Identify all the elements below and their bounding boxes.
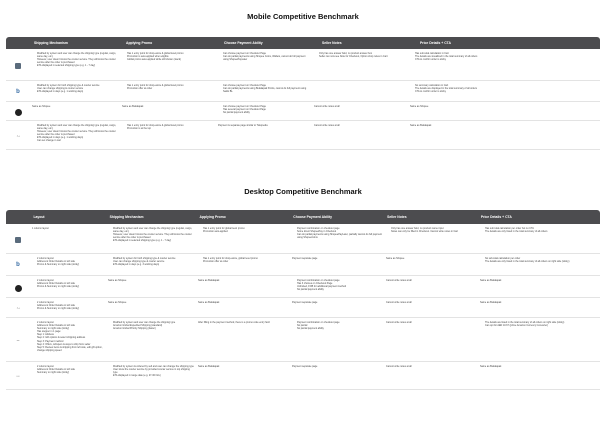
table-cell xyxy=(106,224,196,253)
table-cell xyxy=(290,298,384,317)
table-cell xyxy=(216,81,312,101)
cell-bullet-list xyxy=(410,52,502,61)
cell-text: Same as Shopee xyxy=(108,301,127,304)
table-cell xyxy=(216,102,312,120)
table-row xyxy=(6,318,600,362)
cell-bullet: • No partial payment ability xyxy=(297,327,382,330)
cell-bullet: • Can opt for AED 10.67 (prime Amazon Currency Converter) xyxy=(485,324,598,327)
cell-text: Cannot write notes at all xyxy=(314,105,340,108)
cell-bullet-list xyxy=(108,321,194,330)
table-cell xyxy=(30,298,106,317)
cell-bullet: • Can set change in cart xyxy=(37,139,118,142)
table-cell xyxy=(30,224,106,253)
cell-bullet-list xyxy=(122,52,214,61)
cell-bullet: • Can do partial payments using Shopee Coins, Wallets, cannot do full payment using ShopeePayLater xyxy=(223,55,310,61)
cell-bullet-list xyxy=(314,52,406,58)
cell-bullet: • Has 1 entry point for shop+store & global level promo xyxy=(127,52,214,55)
cell-bullet: • The details are only listed in the total summary of all orders xyxy=(485,230,598,233)
cell-bullet: • Promo & Summary on right side (sticky) xyxy=(37,285,104,288)
table-cell xyxy=(30,81,120,101)
table-cell xyxy=(384,276,478,297)
table-cell xyxy=(384,224,478,253)
table-cell xyxy=(120,49,216,80)
cell-bullet-list xyxy=(410,84,502,93)
table-cell xyxy=(30,121,120,149)
cell-bullet: • Step 3: Payment method xyxy=(37,340,104,343)
table-cell xyxy=(196,298,290,317)
cell-bullet: • Has several payment on Checkout Page xyxy=(223,108,310,111)
table-cell xyxy=(216,121,312,149)
cell-text: Same as Bukalapak xyxy=(198,301,220,304)
competitor-logo-cell xyxy=(6,362,30,389)
table-cell xyxy=(384,318,478,361)
b-logo: ƅ xyxy=(16,88,20,95)
cell-text: Same as Bukalapak xyxy=(480,301,502,304)
competitor-logo-cell xyxy=(6,276,30,297)
cell-bullet: • The details are listed in the total summary of all orders on right side (sticky) xyxy=(485,321,598,324)
text-logo: ••• xyxy=(16,374,20,379)
cell-bullet: • However, user doesn't know the courier service. They will know the courier service after the order is purchased xyxy=(37,130,118,136)
cell-bullet: • Payment combination on checkout page xyxy=(297,279,382,282)
dark-circle-logo xyxy=(15,285,22,292)
cell-bullet: • Summary on right side (sticky) xyxy=(37,371,104,374)
column-header: Seller Notes xyxy=(322,41,342,45)
cell-bullet: • However, user doesn't know the courier service. They will know the courier service after the order is purchased xyxy=(37,58,118,64)
competitor-logo-cell xyxy=(6,102,30,120)
cell-bullet-list xyxy=(386,227,476,233)
cell-bullet: • Address & Order Details on left side xyxy=(37,324,104,327)
table-cell xyxy=(408,49,504,80)
cell-bullet-list xyxy=(32,84,118,93)
cell-bullet-list xyxy=(108,257,194,266)
cell-text: Same as Shopee xyxy=(108,279,127,282)
cell-bullet: • User know the courier service by provided courier service in top shipping type xyxy=(113,368,194,374)
script-logo: ∿• xyxy=(16,133,20,138)
table-cell xyxy=(30,362,106,389)
cell-bullet: • 2 column layout xyxy=(37,301,104,304)
column-header: Price Details + CTA xyxy=(420,41,451,45)
table-row xyxy=(6,298,600,318)
cell-bullet: • Can choose payment on Checkout Page xyxy=(223,84,310,87)
table-cell xyxy=(478,298,600,317)
cell-text: Same as Bukalapak xyxy=(480,365,502,368)
cell-bullet-list xyxy=(122,124,214,130)
cell-bullet: • Promotion offer at order xyxy=(203,260,288,263)
cell-bullet: • Modified by system for both shipping type & courier service xyxy=(113,257,194,260)
mobile-benchmark-title: Mobile Competitive Benchmark xyxy=(247,12,359,21)
cell-bullet-list xyxy=(292,279,382,291)
cell-bullet: • Notes can only be filled in Checkout. Cannot write notes in Cart xyxy=(391,230,476,233)
cell-bullet: • User can change shipping & courier service xyxy=(37,87,118,90)
column-header: Layout xyxy=(33,215,45,219)
cell-bullet: • 2 column layout xyxy=(37,279,104,282)
competitor-logo-cell xyxy=(6,49,30,80)
table-cell xyxy=(196,224,290,253)
cell-bullet: • Can choose payment on Checkout Page xyxy=(223,52,310,55)
cell-bullet: • Has 1 entry point for shop+store & global level promo xyxy=(127,124,214,127)
table-row xyxy=(6,362,600,390)
table-row xyxy=(6,102,600,121)
cell-bullet: • Has sub total calculation per order but no CTA xyxy=(485,227,598,230)
table-cell xyxy=(120,102,216,120)
cell-bullet-list xyxy=(32,301,104,310)
table-cell xyxy=(290,276,384,297)
cell-bullet: • Promo & Summary on right side (sticky) xyxy=(37,307,104,310)
cell-bullet: • Step 2: Gift options & select shipping address xyxy=(37,336,104,339)
cell-bullet: • Modified by system for both shipping type & courier service xyxy=(37,84,118,87)
table-cell xyxy=(196,318,290,361)
cell-text: Payment is separate page similar to Tokopedia xyxy=(218,124,268,127)
table-cell xyxy=(312,121,408,149)
cell-bullet: • Modified by system and user can change the shipping type (regular, cargo, same day, etc.) xyxy=(37,52,118,58)
desktop-benchmark-table xyxy=(6,210,600,390)
cell-bullet: • Only has one answer field, no product answer box xyxy=(319,52,406,55)
table-cell xyxy=(30,49,120,80)
cell-bullet: • Seller can now see Note for Checkout, Option shop notes in Cart xyxy=(319,55,406,58)
cell-bullet: • No partial payment ability xyxy=(223,111,310,114)
cell-bullet: • CTA to confirm order is sticky xyxy=(415,58,502,61)
cell-bullet: • ETA displayed in days (e.g. 1 working days) xyxy=(37,90,118,93)
cell-bullet-list xyxy=(32,257,104,266)
cell-text: Same as Bukalapak xyxy=(480,279,502,282)
shop-square-icon xyxy=(15,63,21,69)
cell-bullet: • Has stepper in 1 page: xyxy=(37,330,104,333)
table-cell xyxy=(312,81,408,101)
table-cell xyxy=(30,102,120,120)
cell-bullet: • User can change shipping type & courier service xyxy=(113,260,194,263)
cell-bullet: • ETA displayed in selected shipping type (e.g. 1 - 7 day) xyxy=(113,239,194,242)
cell-text: After filling in the payment method, there is a promo code entry field xyxy=(198,321,270,324)
cell-bullet: • Address & Order Details on left side xyxy=(37,260,104,263)
competitor-logo-cell xyxy=(6,298,30,317)
cell-bullet: • Step 4: Offers, whispers & ways to ship from seller xyxy=(37,343,104,346)
cell-text: Same as Bukalapak xyxy=(198,365,220,368)
competitor-logo-cell xyxy=(6,254,30,275)
cell-bullet: • Payment combination on checkout page xyxy=(297,227,382,230)
cell-bullet-list xyxy=(292,227,382,239)
column-header: Seller Notes xyxy=(387,215,407,219)
table-cell xyxy=(290,362,384,389)
table-cell xyxy=(384,362,478,389)
table-cell xyxy=(478,362,600,389)
table-cell xyxy=(290,318,384,361)
cell-bullet: • Step 1: Address xyxy=(37,333,104,336)
table-cell xyxy=(478,254,600,275)
cell-bullet: • Address & Order Details on left side xyxy=(37,304,104,307)
table-cell xyxy=(290,224,384,253)
cell-text: Cannot write notes at all xyxy=(386,365,412,368)
table-cell xyxy=(384,298,478,317)
cell-text: Same as Shopee xyxy=(386,257,405,260)
cell-bullet: • Promotion is auto-applied when eligible xyxy=(127,55,214,58)
cell-bullet: • No sub-total calculation per order xyxy=(485,257,598,260)
cell-bullet-list xyxy=(108,365,194,377)
column-header: Price Details + CTA xyxy=(480,215,512,219)
table-cell xyxy=(106,298,196,317)
cell-bullet: • Amazon Global Expedited Shipping (standard) xyxy=(113,324,194,327)
cell-bullet: • ETA displayed in days (e.g. 1 working days) xyxy=(37,136,118,139)
table-cell xyxy=(120,121,216,149)
column-header: Shipping Mechanism xyxy=(109,215,144,219)
cell-bullet-list xyxy=(198,257,288,263)
cell-bullet: • Modified by system and user can change the shipping type (regular, cargo, same day, etc.) xyxy=(113,227,194,233)
cell-text: Cannot write notes at all xyxy=(386,279,412,282)
cell-bullet-list xyxy=(32,279,104,288)
table-cell xyxy=(30,276,106,297)
cell-bullet: • Address & Order Details on left side xyxy=(37,282,104,285)
cell-bullet: • Address & Order Details on left side xyxy=(37,368,104,371)
table-cell xyxy=(290,254,384,275)
cell-bullet: • Modified by system and user can change the shipping type (regular, cargo, same day, etc.) xyxy=(37,124,118,130)
cell-text: Same as Shopee xyxy=(32,105,51,108)
table-cell xyxy=(120,81,216,101)
cell-text: Cannot write notes at all xyxy=(386,321,412,324)
cell-text: Payment separate page xyxy=(292,301,318,304)
table-row xyxy=(6,276,600,298)
cell-bullet: • 2 column layout xyxy=(37,365,104,368)
table-cell xyxy=(196,362,290,389)
cell-bullet: • 2 column layout xyxy=(37,257,104,260)
table-cell xyxy=(408,81,504,101)
cell-bullet: • 2 column layout xyxy=(37,321,104,324)
cell-bullet: • No summary calculation in Cart xyxy=(415,84,502,87)
cell-bullet: • Modified by system & ordered by sell and user can change the shipping type xyxy=(113,365,194,368)
cell-text: Same as Bukalapak xyxy=(410,124,432,127)
script-logo: ∿• xyxy=(16,306,20,311)
table-cell xyxy=(478,224,600,253)
table-cell xyxy=(106,362,196,389)
cell-bullet: • Has sub-total calculation in Cart xyxy=(415,52,502,55)
cell-bullet: • Promotion is at the top xyxy=(127,127,214,130)
table-row xyxy=(6,121,600,150)
cell-bullet: • Has 3 choices on Checkout Page xyxy=(297,282,382,285)
table-row xyxy=(6,81,600,102)
cell-bullet-list xyxy=(292,321,382,330)
cell-bullet: • Some direct ShopeePay in Checkout xyxy=(297,230,382,233)
cell-bullet: • Summary on right side (sticky) xyxy=(37,327,104,330)
table-cell xyxy=(106,276,196,297)
cell-text: Same as Bukalapak xyxy=(122,105,144,108)
cell-text: Cannot write notes at all xyxy=(314,124,340,127)
table-cell xyxy=(196,254,290,275)
cell-bullet-list xyxy=(122,84,214,90)
cell-bullet: • Has 1 entry point for shop+store, global level promo xyxy=(203,257,288,260)
cell-text: 1 column layout xyxy=(32,227,49,230)
cell-bullet: • Can do partial payments using Bukalapak Points, cannot do full payment using Saldo BL xyxy=(223,87,310,93)
cell-bullet: • The details are visualized in the total summary of all orders xyxy=(415,55,502,58)
b-logo: ƅ xyxy=(16,262,20,269)
cell-bullet-list xyxy=(218,105,310,114)
cell-bullet: • No partial payment ability xyxy=(297,288,382,291)
cell-bullet: • Only has one answer field, no product name input xyxy=(391,227,476,230)
cell-bullet-list xyxy=(480,321,598,327)
column-header: Choose Payment Ability xyxy=(293,215,332,219)
cell-bullet: • ETA displayed in selected shipping type (e.g. 1 - 7 day) xyxy=(37,64,118,67)
competitor-logo-cell xyxy=(6,224,30,253)
table-cell xyxy=(478,318,600,361)
cell-bullet: • The details are only listed in the total summary of all orders on right side (sticky) xyxy=(485,260,598,263)
column-header: Shipping Mechanism xyxy=(34,41,68,45)
cell-bullet-list xyxy=(32,365,104,374)
table-row xyxy=(6,224,600,254)
cell-bullet: • Unlimited, FOB for additional payment method xyxy=(297,285,382,288)
cell-bullet: • Promotion offer at order xyxy=(127,87,214,90)
competitor-logo-cell xyxy=(6,81,30,101)
cell-text: Payment separate page xyxy=(292,365,318,368)
dark-circle-logo xyxy=(15,109,22,116)
table-cell xyxy=(216,49,312,80)
cell-bullet-list xyxy=(218,84,310,93)
desktop-benchmark-title: Desktop Competitive Benchmark xyxy=(244,187,362,196)
mobile-table-header xyxy=(6,37,600,49)
cell-bullet: • Promo & Summary on right side (sticky) xyxy=(37,263,104,266)
table-cell xyxy=(384,254,478,275)
cell-bullet: • Global promo auto-applied while still shown (stack) xyxy=(127,58,214,61)
column-header: Applying Promo xyxy=(126,41,153,45)
column-header: Applying Promo xyxy=(199,215,226,219)
cell-bullet: • ETA displayed in range date (e.g. 27-30 Nov) xyxy=(113,374,194,377)
cell-bullet-list xyxy=(218,52,310,61)
table-row xyxy=(6,254,600,276)
cell-bullet: • Step 5: Review items & shipping from left side, edit gift option, change shipping speed xyxy=(37,346,104,352)
cell-bullet: • Promotion auto-applied xyxy=(203,230,288,233)
cell-bullet-list xyxy=(108,227,194,242)
cell-bullet: • Has 1 entry point for shop+store & global level promo xyxy=(127,84,214,87)
table-cell xyxy=(196,276,290,297)
desktop-table-header xyxy=(6,210,600,224)
table-cell xyxy=(478,276,600,297)
competitor-logo-cell xyxy=(6,121,30,149)
table-cell xyxy=(408,102,504,120)
cell-bullet: • Modified by system and user can change the shipping type xyxy=(113,321,194,324)
cell-bullet: • Payment combination on checkout page xyxy=(297,321,382,324)
cell-bullet-list xyxy=(480,227,598,233)
cell-bullet: • No partial xyxy=(297,324,382,327)
cell-text: Same as Bukalapak xyxy=(198,279,220,282)
cell-bullet: • The details are displayed in the total summary of all orders xyxy=(415,87,502,90)
shop-square-icon xyxy=(15,237,21,243)
amazon-logo: — xyxy=(16,339,20,343)
cell-bullet: • However, user doesn't know the courier service. They will know the courier service after the order is purchased xyxy=(113,233,194,239)
cell-text: Cannot write notes at all xyxy=(386,301,412,304)
table-cell xyxy=(106,254,196,275)
cell-text: Same as Shopee xyxy=(410,105,429,108)
cell-bullet: • Can do partial payments using ShopeePayLater, partially cannot do full payment using ShopeeCoins xyxy=(297,233,382,239)
cell-bullet: • Amazon Global Priority Shipping (faster) xyxy=(113,327,194,330)
cell-bullet-list xyxy=(32,124,118,143)
table-cell xyxy=(408,121,504,149)
cell-bullet-list xyxy=(32,52,118,67)
cell-text: Payment separate page xyxy=(292,257,318,260)
column-header: Choose Payment Ability xyxy=(224,41,263,45)
cell-bullet-list xyxy=(480,257,598,263)
table-cell xyxy=(106,318,196,361)
cell-bullet: • Can choose payment on Checkout Page xyxy=(223,105,310,108)
table-cell xyxy=(30,254,106,275)
mobile-benchmark-table xyxy=(6,37,600,150)
table-cell xyxy=(30,318,106,361)
cell-bullet: • ETA displayed in days (e.g. 3 working days) xyxy=(113,263,194,266)
table-cell xyxy=(312,102,408,120)
cell-bullet-list xyxy=(32,321,104,352)
cell-bullet: • Has 1 entry point for global level promo xyxy=(203,227,288,230)
table-row xyxy=(6,49,600,81)
competitor-logo-cell xyxy=(6,318,30,361)
cell-bullet-list xyxy=(198,227,288,233)
table-cell xyxy=(312,49,408,80)
cell-bullet: • CTA to confirm order is sticky xyxy=(415,90,502,93)
